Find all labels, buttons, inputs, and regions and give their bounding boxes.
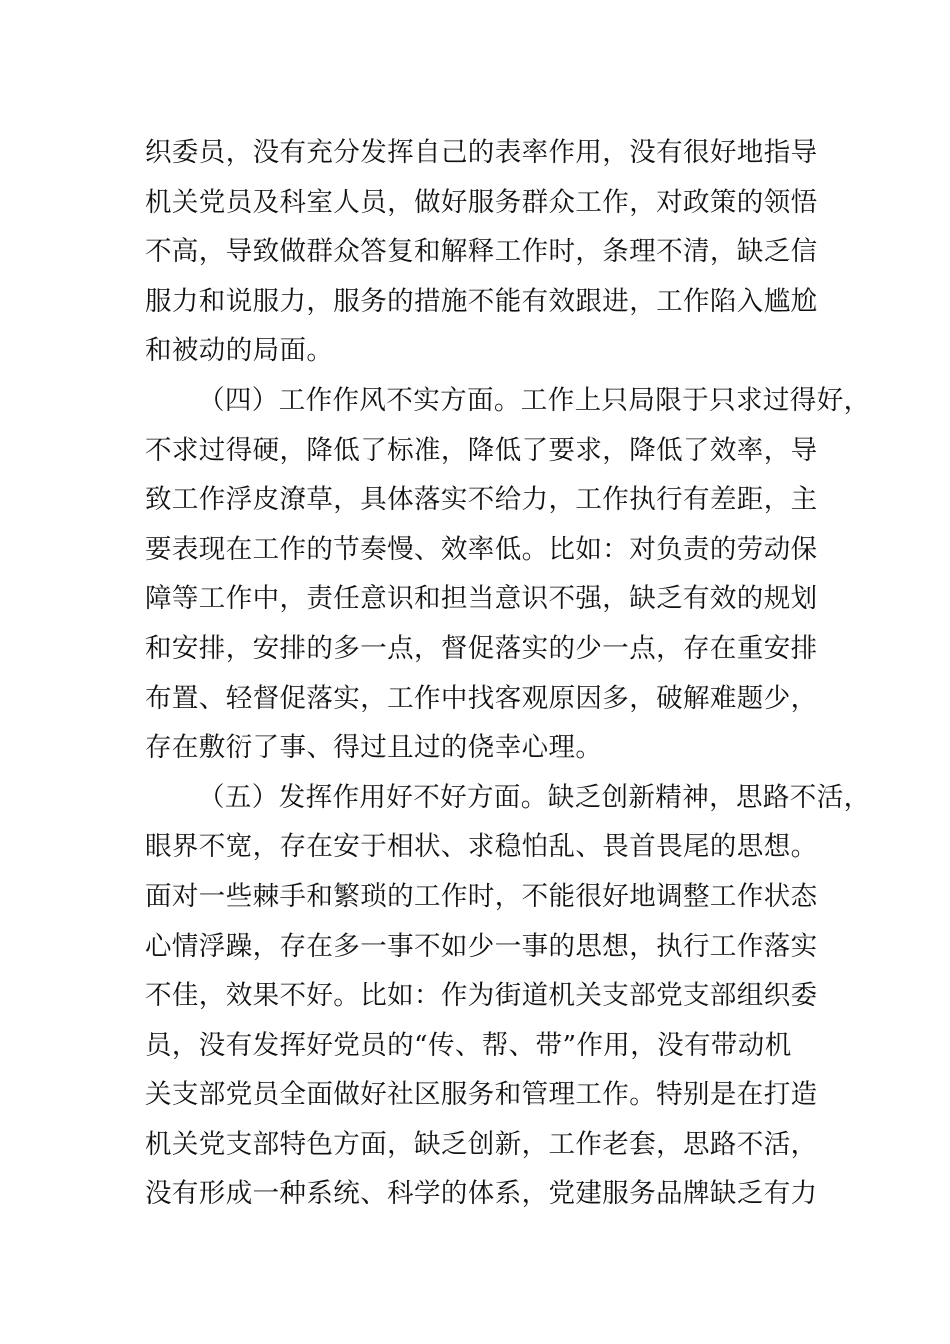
text-line: 不高，导致做群众答复和解释工作时，条理不清，缺乏信 [145,236,818,268]
text-line: 不求过得硬，降低了标准，降低了要求，降低了效率，导 [145,434,818,466]
text-line: 心情浮躁，存在多一事不如少一事的思想，执行工作落实 [145,930,818,962]
body-text [145,128,871,1219]
text-line: 服力和说服力，服务的措施不能有效跟进，工作陷入尴尬 [145,285,818,317]
text-line: 没有形成一种系统、科学的体系，党建服务品牌缺乏有力 [145,1178,818,1210]
text-line: 要表现在工作的节奏慢、效率低。比如：对负责的劳动保 [145,533,818,565]
paragraph-first-line: （四）工作作风不实方面。工作上只局限于只求过得好， [198,384,871,416]
text-line: 不佳，效果不好。比如：作为街道机关支部党支部组织委 [145,980,818,1012]
text-line: 和安排，安排的多一点，督促落实的少一点，存在重安排 [145,632,818,664]
text-line: 关支部党员全面做好社区服务和管理工作。特别是在打造 [145,1079,818,1111]
text-line: 织委员，没有充分发挥自己的表率作用，没有很好地指导 [145,137,818,168]
text-line: 和被动的局面。 [145,335,334,367]
paragraph-first-line: （五）发挥作用好不好方面。缺乏创新精神，思路不活， [198,781,871,813]
text-line: 存在敷衍了事、得过且过的侥幸心理。 [145,732,603,764]
text-line: 机关党支部特色方面，缺乏创新，工作老套，思路不活， [145,1128,818,1160]
text-line: 员，没有发挥好党员的“传、帮、带”作用，没有带动机 [145,1029,792,1061]
text-line: 布置、轻督促落实，工作中找客观原因多，破解难题少， [145,682,818,714]
text-line: 机关党员及科室人员，做好服务群众工作，对政策的领悟 [145,186,818,218]
text-line: 障等工作中，责任意识和担当意识不强，缺乏有效的规划 [145,583,818,615]
text-line: 致工作浮皮潦草，具体落实不给力，工作执行有差距，主 [145,484,818,516]
text-line: 眼界不宽，存在安于相状、求稳怕乱、畏首畏尾的思想。 [145,831,818,863]
text-line: 面对一些棘手和繁琐的工作时，不能很好地调整工作状态 [145,880,818,912]
